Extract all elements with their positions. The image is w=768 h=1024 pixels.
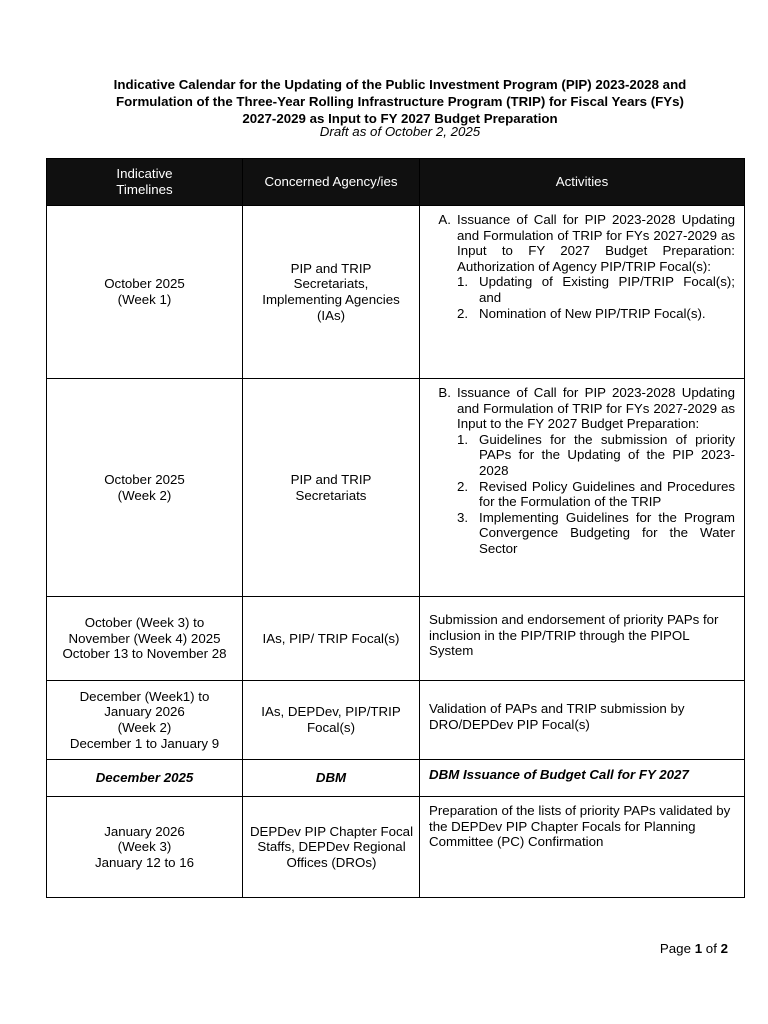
table-row [47,681,745,760]
agency-cell: IAs, DEPDev, PIP/TRIP Focal(s) [243,681,420,760]
table-header-row [47,159,745,206]
activity-cell [420,206,745,379]
header-timelines: Indicative Timelines [47,159,243,206]
timeline-cell: January 2026 (Week 3) January 12 to 16 [47,797,243,898]
timeline-cell: December (Week1) to January 2026 (Week 2) December 1 to January 9 [47,681,243,760]
table-row [47,597,745,681]
agency-cell: DEPDev PIP Chapter Focal Staffs, DEPDev Regional Offices (DROs) [243,797,420,898]
title-line-2: Formulation of the Three-Year Rolling Infrastructure Program (TRIP) for Fiscal Years (FYs) [116,94,684,109]
list-item: 1. Guidelines for the submission of priority PAPs for the Updating of the PIP 2023-2028 [457,431,735,478]
header-activities: Activities [420,159,745,206]
list-item: 2. Revised Policy Guidelines and Procedures for the Formulation of the TRIP [457,478,735,510]
activity-cell: Preparation of the lists of priority PAPs validated by the DEPDev PIP Chapter Focals for Planning Committee (PC) Confirmation [420,797,745,898]
draft-date: Draft as of October 2, 2025 [319,124,481,139]
activity-cell: Validation of PAPs and TRIP submission by DRO/DEPDev PIP Focal(s) [420,681,745,760]
agency-cell: PIP and TRIP Secretariats [243,379,420,597]
activity-cell [420,379,745,597]
calendar-table [46,158,745,898]
table-row [47,760,745,797]
timeline-cell: October 2025 (Week 1) [47,206,243,379]
timeline-cell: October 2025 (Week 2) [47,379,243,597]
agency-cell: IAs, PIP/ TRIP Focal(s) [243,597,420,681]
activity-cell: DBM Issuance of Budget Call for FY 2027 [420,760,745,797]
activity-cell: Submission and endorsement of priority PAPs for inclusion in the PIP/TRIP through the PIPOL System [420,597,745,681]
table-row [47,379,745,597]
table-row [47,206,745,379]
agency-cell: PIP and TRIP Secretariats, Implementing Agencies (IAs) [243,206,420,379]
list-item: 1. Updating of Existing PIP/TRIP Focal(s); and [457,274,735,305]
document-title [60,76,740,127]
title-line-1: Indicative Calendar for the Updating of the Public Investment Program (PIP) 2023-2028 and [113,77,687,92]
activity-item-a: A. Issuance of Call for PIP 2023-2028 Updating and Formulation of TRIP for FYs 2027-2029 as Input to FY 2027 Budget Preparation: Authorization of Agency PIP/TRIP Focal(s): 1. Updating of Existing PIP/TRIP Focal(s); and 2. Nomination of New PIP/TRIP Focal(s). [438,212,735,321]
list-item: 3. Implementing Guidelines for the Program Convergence Budgeting for the Water Sector [457,509,735,556]
agency-cell: DBM [243,760,420,797]
timeline-cell: October (Week 3) to November (Week 4) 2025 October 13 to November 28 [47,597,243,681]
list-item: 2. Nomination of New PIP/TRIP Focal(s). [457,305,706,321]
activity-item-b: B. Issuance of Call for PIP 2023-2028 Updating and Formulation of TRIP for FYs 2027-2029 as Input to the FY 2027 Budget Preparation: 1. Guidelines for the submission of priority PAPs for the Updating of the PIP 2023-2028 2. Revised Policy Guidelines and Procedures for the Formulation of the TRIP 3. Implementing Guidelines for the Program Convergence Budgeting for the Water Sector [438,385,735,556]
timeline-cell: December 2025 [47,760,243,797]
title-line-3: 2027-2029 as Input to FY 2027 Budget Preparation [242,111,558,126]
header-agency: Concerned Agency/ies [243,159,420,206]
table-row [47,797,745,898]
page-number: Page 1 of 2 [659,941,728,956]
